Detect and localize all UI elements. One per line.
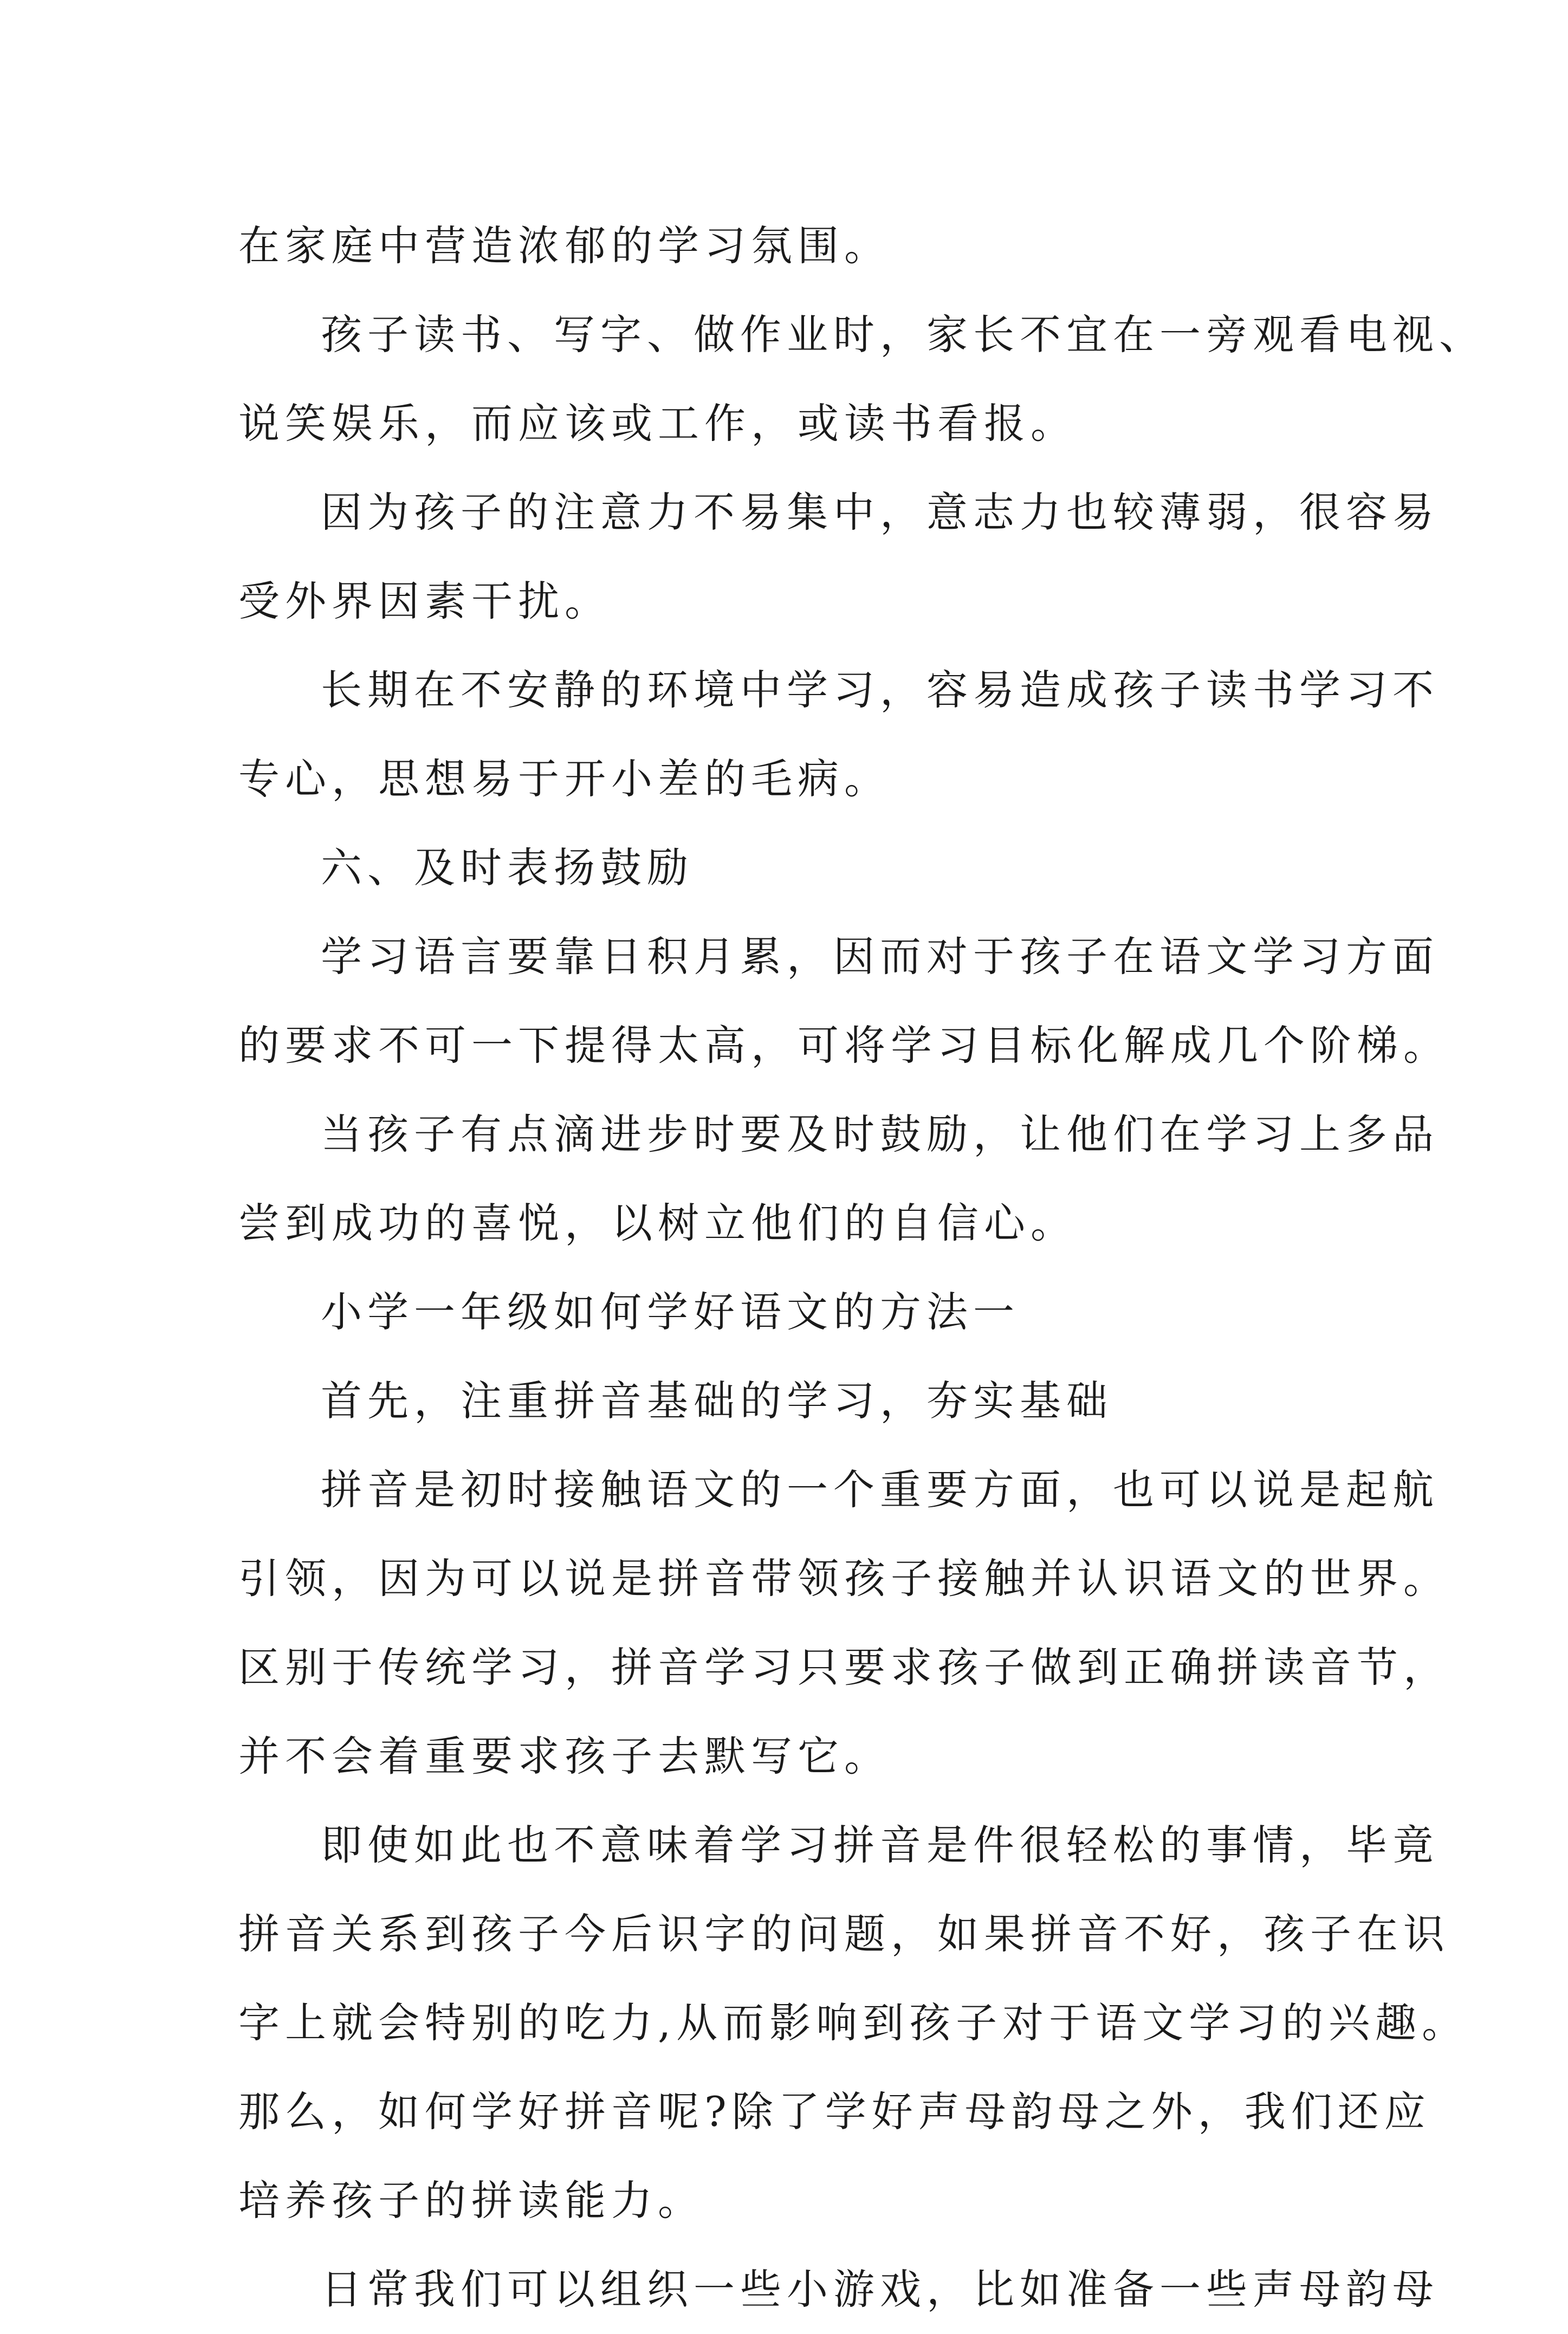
text-line: 引领，因为可以说是拼音带领孩子接触并认识语文的世界。: [238, 1554, 1450, 1603]
section-heading: [238, 1268, 1344, 1357]
text-line: 六、及时表扬鼓励: [321, 844, 694, 892]
text-line: 并不会着重要求孩子去默写它。: [238, 1732, 891, 1780]
text-line: 那么，如何学好拼音呢?除了学好声母韵母之外，我们还应: [238, 2087, 1431, 2136]
text-line: 专心，思想易于开小差的毛病。: [238, 755, 891, 803]
paragraph: [238, 1801, 1469, 2245]
text-line: 小学一年级如何学好语文的方法一: [321, 1288, 1020, 1336]
text-line: 孩子读书、写字、做作业时，家长不宜在一旁观看电视、: [321, 310, 1486, 359]
text-line: 尝到成功的喜悦，以树立他们的自信心。: [238, 1199, 1077, 1247]
paragraph: [238, 1445, 1450, 1801]
paragraph: [238, 912, 1450, 1090]
text-line: 在家庭中营造浓郁的学习氛围。: [238, 222, 891, 270]
paragraph: [238, 202, 1344, 290]
text-line: 日常我们可以组织一些小游戏，比如准备一些声母韵母: [321, 2265, 1439, 2313]
text-line: 拼音是初时接触语文的一个重要方面，也可以说是起航: [321, 1466, 1439, 1514]
text-line: 长期在不安静的环境中学习，容易造成孩子读书学习不: [321, 666, 1439, 714]
section-heading: [238, 1357, 1344, 1445]
text-line: 培养孩子的拼读能力。: [238, 2176, 704, 2225]
document-body: [238, 202, 1486, 2334]
text-line: 的要求不可一下提得太高，可将学习目标化解成几个阶梯。: [238, 1021, 1450, 1069]
text-line: 受外界因素干扰。: [238, 577, 611, 625]
paragraph: [238, 1090, 1439, 1268]
text-line: 因为孩子的注意力不易集中，意志力也较薄弱，很容易: [321, 488, 1439, 536]
paragraph: [238, 290, 1486, 468]
text-line: 首先，注重拼音基础的学习，夯实基础: [321, 1377, 1113, 1425]
text-line: 字上就会特别的吃力,从而影响到孩子对于语文学习的兴趣。: [238, 1999, 1469, 2047]
text-line: 说笑娱乐，而应该或工作，或读书看报。: [238, 399, 1077, 448]
section-heading: [238, 824, 1344, 912]
text-line: 区别于传统学习，拼音学习只要求孩子做到正确拼读音节，: [238, 1643, 1450, 1691]
text-line: 拼音关系到孩子今后识字的问题，如果拼音不好，孩子在识: [238, 1910, 1450, 1958]
paragraph: [238, 468, 1439, 646]
text-line: 当孩子有点滴进步时要及时鼓励，让他们在学习上多品: [321, 1110, 1439, 1158]
text-line: 学习语言要靠日积月累，因而对于孩子在语文学习方面: [321, 932, 1439, 981]
paragraph: [238, 646, 1439, 824]
paragraph: [238, 2245, 1439, 2334]
text-line: 即使如此也不意味着学习拼音是件很轻松的事情，毕竟: [321, 1821, 1439, 1869]
